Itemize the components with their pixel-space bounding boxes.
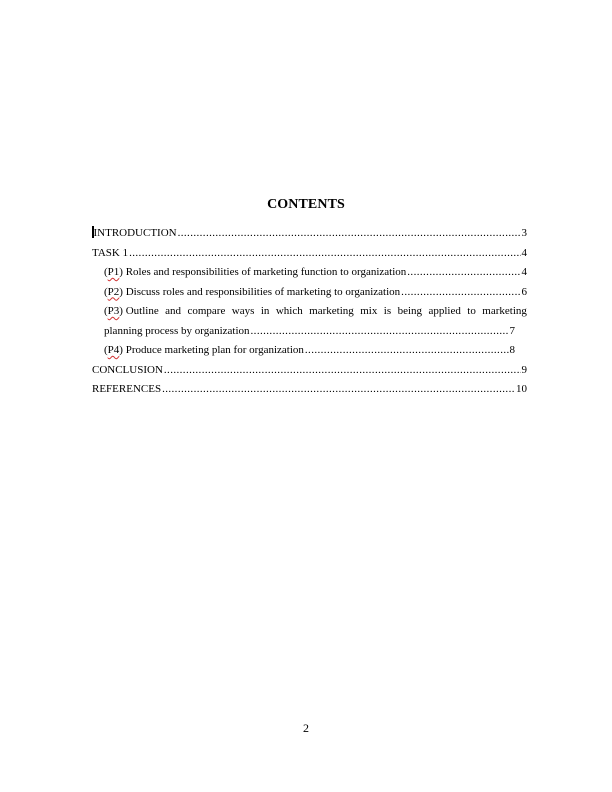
toc-word: compare bbox=[187, 305, 226, 317]
toc-entry-tag: P2 bbox=[107, 285, 120, 298]
toc-entry-introduction[interactable] bbox=[92, 224, 527, 244]
toc-word: marketing bbox=[482, 305, 527, 317]
toc-page-number: 4 bbox=[521, 246, 527, 259]
toc-word: marketing bbox=[309, 305, 354, 317]
toc-entry-label: REFERENCES bbox=[92, 383, 162, 395]
dot-leader bbox=[407, 263, 520, 283]
table-of-contents bbox=[92, 224, 527, 400]
toc-page-number: 3 bbox=[521, 227, 527, 239]
dot-leader bbox=[129, 244, 520, 264]
toc-entry-tag: P4 bbox=[107, 344, 120, 356]
toc-entry-p2[interactable]: (P2) Discuss roles and responsibilities of marketing to organization ..... 6 bbox=[92, 283, 527, 303]
toc-word: applied bbox=[428, 305, 461, 317]
toc-entry-label: TASK 1 bbox=[92, 246, 129, 259]
page-number: 2 bbox=[303, 721, 309, 735]
toc-word: in bbox=[260, 305, 270, 317]
toc-entry-label: INTRODUCTION bbox=[93, 227, 177, 239]
toc-entry-tag: P3 bbox=[107, 305, 120, 317]
dot-leader bbox=[251, 322, 509, 342]
toc-entry-conclusion[interactable] bbox=[92, 361, 527, 381]
dot-leader bbox=[164, 361, 521, 381]
toc-word: ) Outline bbox=[119, 305, 159, 317]
toc-entry-line2 bbox=[104, 322, 527, 342]
toc-entry-label: planning process by organization bbox=[104, 324, 250, 337]
dot-leader bbox=[162, 380, 515, 400]
toc-word: is bbox=[383, 305, 392, 317]
toc-entry-references[interactable] bbox=[92, 380, 527, 400]
dot-leader bbox=[401, 283, 520, 303]
toc-word: mix bbox=[360, 305, 378, 317]
toc-word: to bbox=[467, 305, 476, 317]
toc-word: being bbox=[397, 305, 423, 317]
toc-word: which bbox=[275, 305, 303, 317]
dot-leader bbox=[305, 341, 509, 361]
toc-entry-label: CONCLUSION bbox=[92, 363, 163, 376]
toc-entry-p3[interactable] bbox=[92, 302, 527, 341]
toc-entry-label: Roles and responsibilities of marketing function to organization bbox=[122, 266, 407, 278]
toc-entry-label: Produce marketing plan for organization bbox=[122, 344, 304, 356]
toc-word: ways bbox=[231, 305, 255, 317]
toc-entry-label: Discuss roles and responsibilities of marketing to organization bbox=[122, 285, 401, 298]
dot-leader bbox=[178, 224, 521, 244]
toc-word: and bbox=[165, 305, 182, 317]
toc-entry-task1[interactable] bbox=[92, 244, 527, 264]
toc-page-number: 9 bbox=[521, 363, 527, 376]
toc-page-number: 10 bbox=[516, 383, 527, 395]
toc-page-number: 8 bbox=[509, 344, 515, 356]
toc-entry-tag: P1 bbox=[107, 266, 120, 278]
toc-entry-p4[interactable]: (P4) Produce marketing plan for organization ..... 8 bbox=[92, 341, 527, 361]
toc-entry-p1[interactable]: (P1) Roles and responsibilities of marketing function to organization ..... 4 bbox=[92, 263, 527, 283]
contents-heading: CONTENTS bbox=[267, 197, 345, 212]
toc-page-number: 4 bbox=[521, 266, 527, 278]
toc-entry-line1: (P3) Outline and compare ways in which marketing mix is being applied to marketing bbox=[104, 302, 527, 322]
toc-page-number: 6 bbox=[521, 285, 527, 298]
toc-page-number: 7 bbox=[509, 324, 515, 337]
